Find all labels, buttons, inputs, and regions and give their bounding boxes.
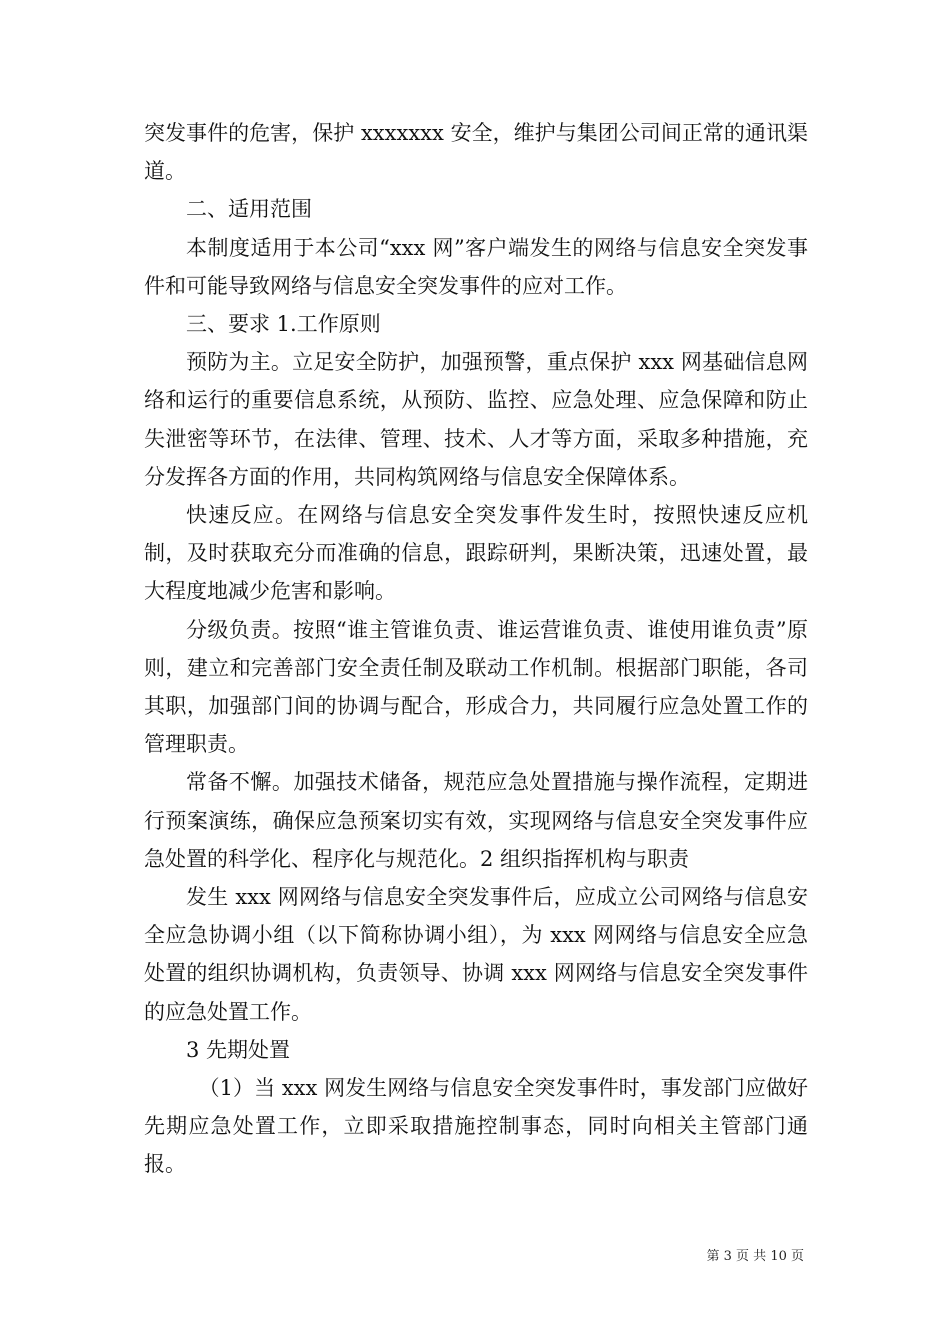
paragraph-initial-handling-item-1: （1）当 xxx 网发生网络与信息安全突发事件时，事发部门应做好先期应急处置工作，立即采取措施控制事态，同时向相关主管部门通报。 (144, 1076, 808, 1177)
section-heading-initial-handling: 3 先期处置 (186, 1037, 291, 1062)
paragraph-rapid-response: 快速反应。在网络与信息安全突发事件发生时，按照快速反应机制，及时获取充分而准确的信息，跟踪研判，果断决策，迅速处置，最大程度地减少危害和影响。 (144, 503, 808, 604)
page-number-footer: 第 3 页 共 10 页 (706, 1249, 804, 1264)
paragraph-scope: 本制度适用于本公司“xxx 网”客户端发生的网络与信息安全突发事件和可能导致网络与信息安全突发事件的应对工作。 (144, 235, 808, 298)
paragraph-command-organization: 发生 xxx 网网络与信息安全突发事件后，应成立公司网络与信息安全应急协调小组（以下简称协调小组），为 xxx 网网络与信息安全应急处置的组织协调机构，负责领导、协调 xxx 网网络与信息安全突发事件的应急处置工作。 (144, 885, 808, 1024)
paragraph-graded-responsibility: 分级负责。按照“谁主管谁负责、谁运营谁负责、谁使用谁负责”原则，建立和完善部门安全责任制及联动工作机制。根据部门职能，各司其职，加强部门间的协调与配合，形成合力，共同履行应急处置工作的管理职责。 (144, 617, 808, 757)
section-heading-scope: 二、适用范围 (186, 197, 312, 222)
paragraph-prevention: 预防为主。立足安全防护，加强预警，重点保护 xxx 网基础信息网络和运行的重要信息系统，从预防、监控、应急处理、应急保障和防止失泄密等环节，在法律、管理、技术、人才等方面，采取多种措施，充分发挥各方面的作用，共同构筑网络与信息安全保障体系。 (144, 350, 808, 489)
paragraph-preparedness: 常备不懈。加强技术储备，规范应急处置措施与操作流程，定期进行预案演练，确保应急预案切实有效，实现网络与信息安全突发事件应急处置的科学化、程序化与规范化。2 组织指挥机构与职责 (144, 770, 808, 871)
paragraph-continuation: 突发事件的危害，保护 xxxxxxx 安全，维护与集团公司间正常的通讯渠道。 (144, 121, 808, 184)
document-body (144, 114, 808, 1184)
section-heading-requirements: 三、要求 1.工作原则 (186, 312, 381, 337)
